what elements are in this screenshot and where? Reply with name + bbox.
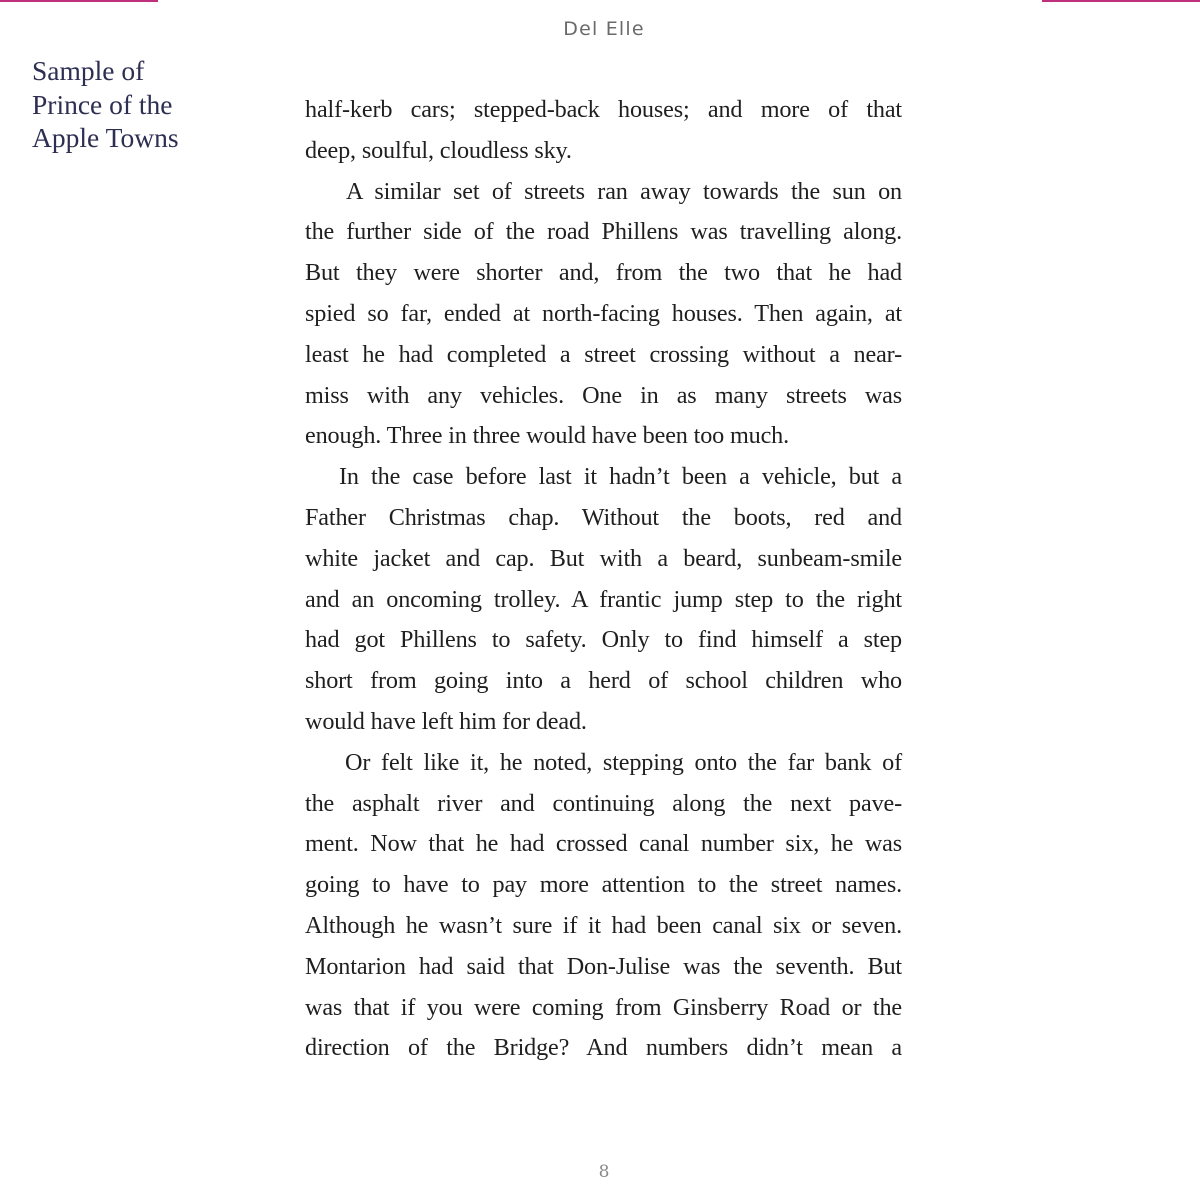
sample-title: [32, 54, 252, 155]
text-line: deep, soulful, cloudless sky.: [305, 136, 572, 164]
running-head-author: Del Elle: [563, 18, 645, 40]
text-line: ment. Now that he had crossed canal number six, he was: [305, 830, 902, 858]
sample-title-line: Prince of the: [32, 88, 173, 120]
text-line: enough. Three in three would have been too much.: [305, 422, 790, 450]
text-line: direction of the Bridge? And numbers didn’t mean a: [305, 1034, 902, 1062]
text-line: half-kerb cars; stepped-back houses; and more of that: [305, 96, 902, 123]
paragraph-first-line: In the case before last it hadn’t been a vehicle, but a: [339, 463, 902, 491]
sample-title-line: Sample of: [32, 55, 145, 86]
page-number: 8: [598, 1162, 610, 1182]
text-line: and an oncoming trolley. A frantic jump step to the right: [305, 585, 902, 613]
text-line: Father Christmas chap. Without the boots, red and: [305, 503, 902, 531]
text-line: would have left him for dead.: [305, 707, 587, 735]
text-line: spied so far, ended at north-facing houses. Then again, at: [305, 299, 902, 327]
text-line: the further side of the road Phillens was travelling along.: [305, 218, 902, 246]
text-line: But they were shorter and, from the two that he had: [305, 259, 902, 287]
text-line: Although he wasn’t sure if it had been canal six or seven.: [305, 911, 902, 939]
paragraph-first-line: A similar set of streets ran away towards the sun on: [346, 177, 902, 205]
body-text: [305, 90, 902, 1069]
text-line: white jacket and cap. But with a beard, sunbeam-smile: [305, 544, 902, 572]
text-line: miss with any vehicles. One in as many streets was: [305, 381, 902, 409]
text-line: Montarion had said that Don-Julise was the seventh. But: [305, 952, 902, 980]
text-line: had got Phillens to safety. Only to find himself a step: [305, 626, 902, 654]
text-line: was that if you were coming from Ginsberry Road or the: [305, 993, 902, 1021]
text-line: short from going into a herd of school children who: [305, 667, 902, 695]
text-line: going to have to pay more attention to the street names.: [305, 871, 902, 899]
sample-title-line: Apple Towns: [32, 122, 179, 153]
top-right-accent-rule: [1042, 0, 1200, 2]
text-line: the asphalt river and continuing along the next pave-: [305, 789, 902, 817]
text-line: least he had completed a street crossing without a near-: [305, 340, 902, 368]
paragraph-first-line: Or felt like it, he noted, stepping onto the far bank of: [345, 748, 902, 776]
top-left-accent-rule: [0, 0, 158, 2]
